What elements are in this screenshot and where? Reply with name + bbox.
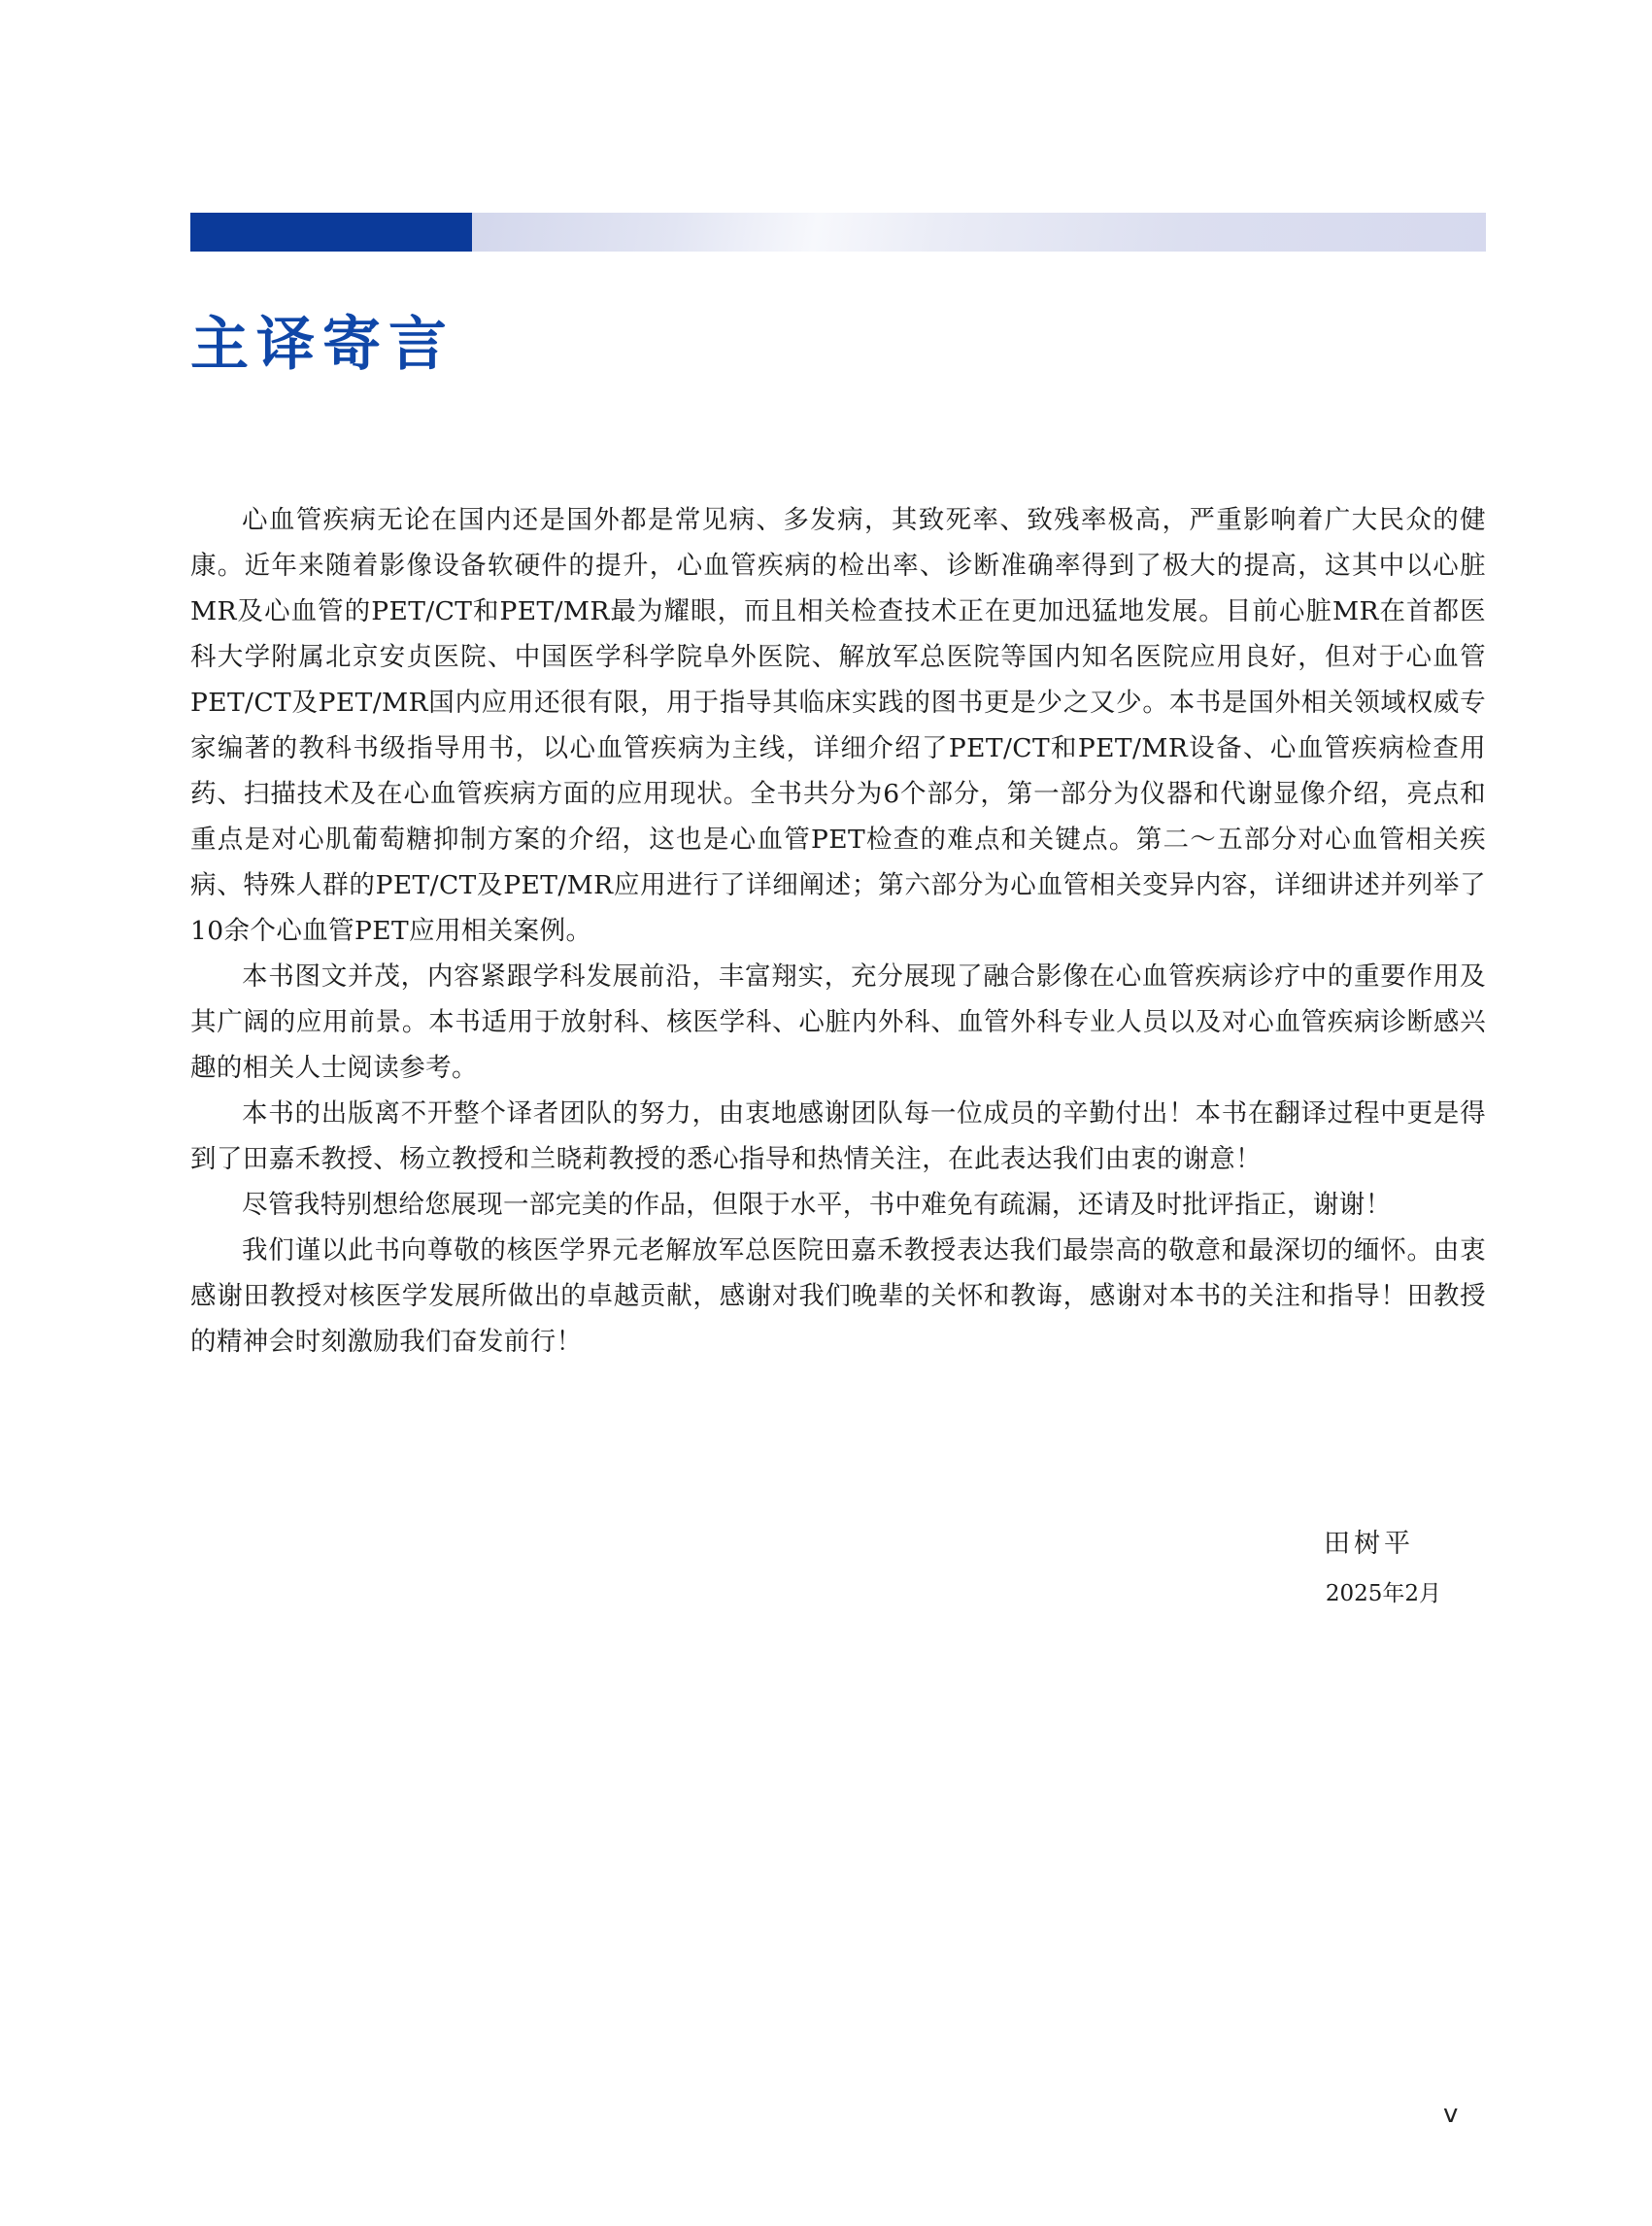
paragraph-1: 心血管疾病无论在国内还是国外都是常见病、多发病，其致死率、致残率极高，严重影响着广大民众的健康。近年来随着影像设备软硬件的提升，心血管疾病的检出率、诊断准确率得到了极大的提高，这其中以心脏MR及心血管的PET/CT和PET/MR最为耀眼，而且相关检查技术正在更加迅猛地发展。目前心脏MR在首都医科大学附属北京安贞医院、中国医学科学院阜外医院、解放军总医院等国内知名医院应用良好，但对于心血管PET/CT及PET/MR国内应用还很有限，用于指导其临床实践的图书更是少之又少。本书是国外相关领域权威专家编著的教科书级指导用书，以心血管疾病为主线，详细介绍了PET/CT和PET/MR设备、心血管疾病检查用药、扫描技术及在心血管疾病方面的应用现状。全书共分为6个部分，第一部分为仪器和代谢显像介绍，亮点和重点是对心肌葡萄糖抑制方案的介绍，这也是心血管PET检查的难点和关键点。第二～五部分对心血管相关疾病、特殊人群的PET/CT及PET/MR应用进行了详细阐述；第六部分为心血管相关变异内容，详细讲述并列举了10余个心血管PET应用相关案例。 <box>190 505 1486 946</box>
preface-body <box>190 497 1486 1365</box>
signature-block <box>1324 1525 1441 1610</box>
header-bar-gradient-segment <box>472 213 1486 252</box>
paragraph-4: 尽管我特别想给您展现一部完美的作品，但限于水平，书中难免有疏漏，还请及时批评指正，谢谢！ <box>242 1190 1392 1220</box>
header-decoration-bar <box>190 213 1486 252</box>
header-bar-solid-segment <box>190 213 472 252</box>
paragraph-5: 我们谨以此书向尊敬的核医学界元老解放军总医院田嘉禾教授表达我们最崇高的敬意和最深切的缅怀。由衷感谢田教授对核医学发展所做出的卓越贡献，感谢对我们晚辈的关怀和教诲，感谢对本书的关注和指导！田教授的精神会时刻激励我们奋发前行！ <box>190 1235 1486 1357</box>
paragraph-2: 本书图文并茂，内容紧跟学科发展前沿，丰富翔实，充分展现了融合影像在心血管疾病诊疗中的重要作用及其广阔的应用前景。本书适用于放射科、核医学科、心脏内外科、血管外科专业人员以及对心血管疾病诊断感兴趣的相关人士阅读参考。 <box>190 961 1486 1083</box>
signature-date: 2025年2月 <box>1325 1581 1441 1606</box>
page-title: 主译寄言 <box>190 311 455 379</box>
page-number: v <box>1443 2100 1459 2129</box>
signature-name: 田树平 <box>1324 1529 1414 1559</box>
paragraph-3: 本书的出版离不开整个译者团队的努力，由衷地感谢团队每一位成员的辛勤付出！本书在翻译过程中更是得到了田嘉禾教授、杨立教授和兰晓莉教授的悉心指导和热情关注，在此表达我们由衷的谢意！ <box>190 1098 1486 1174</box>
